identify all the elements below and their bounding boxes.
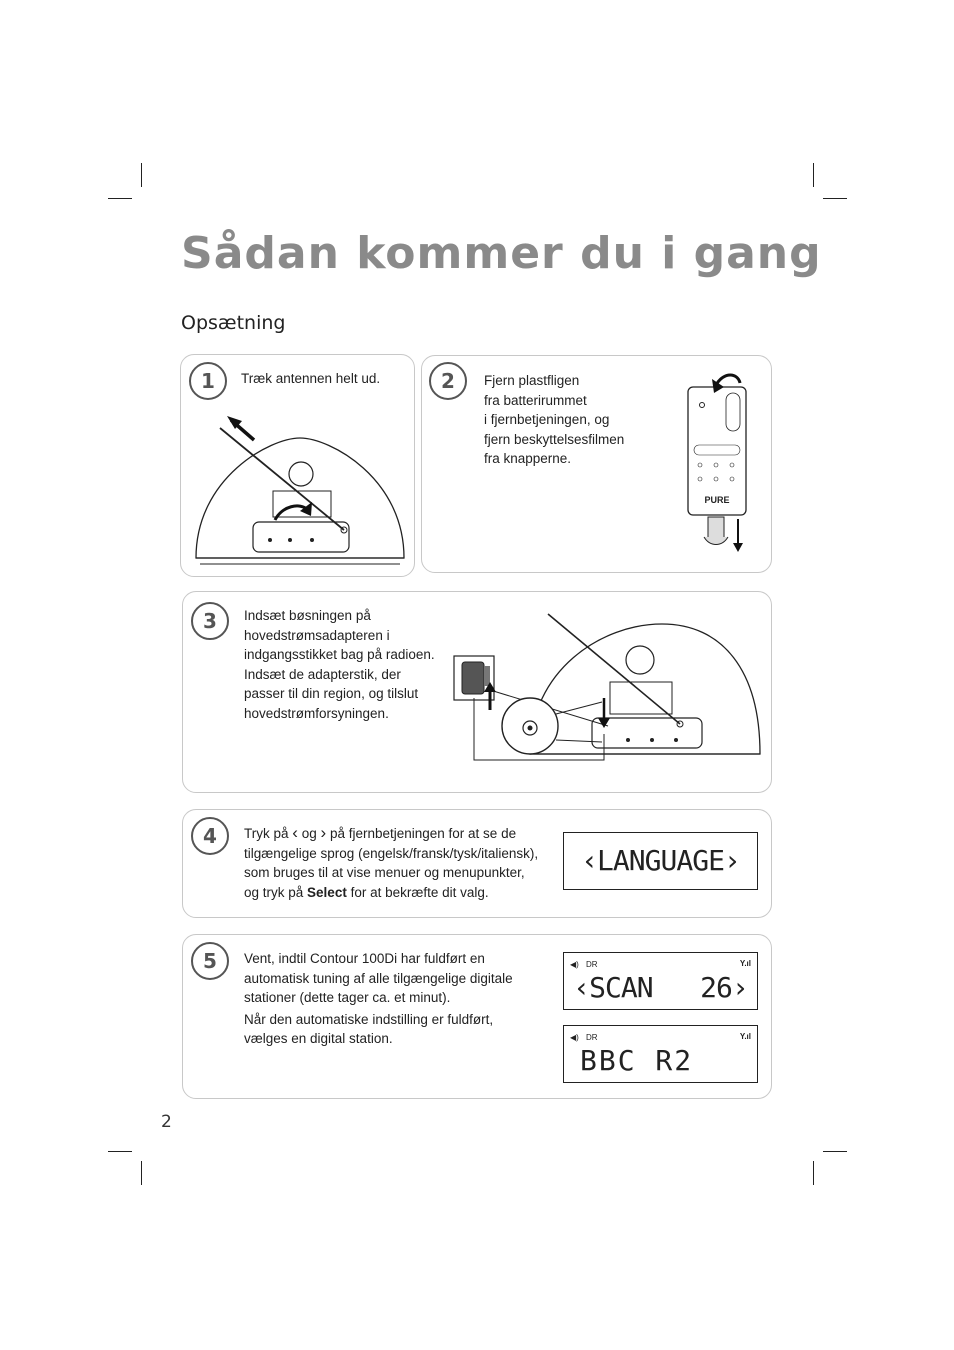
speaker-icon: ◀)	[570, 960, 579, 969]
step-number: 4	[191, 817, 229, 855]
step-5-text: Vent, indtil Contour 100Di har fuldført en automatisk tuning af alle tilgængelige digitale stationer (dette tager ca. et minut). Når den automatiske indstilling er fuldført, vælges en digital station.	[244, 951, 513, 1046]
lcd-display-scan	[563, 952, 758, 1010]
crop-mark	[108, 198, 132, 199]
step-number: 3	[191, 602, 229, 640]
lcd-display-language	[563, 832, 758, 890]
page-number: 2	[161, 1112, 172, 1132]
lcd-text: BBC R2	[580, 1044, 694, 1077]
crop-mark	[813, 1161, 814, 1185]
step-4-text: Tryk på ‹ og › på fjernbetjeningen for at se de tilgængelige sprog (engelsk/fransk/tysk/italiensk), som bruges til at vise menuer og menupunkter, og tryk på Select for at bekræfte dit valg.	[244, 823, 539, 900]
step-3-text: Indsæt bøsningen på hovedstrømsadapteren i indgangsstikket bag på radioen. Indsæt de adapterstik, der passer til din region, og tilslut hovedstrømforsyningen.	[244, 608, 435, 721]
crop-mark	[813, 163, 814, 187]
power-adapter-illustration	[452, 610, 764, 775]
radio-antenna-illustration	[190, 418, 410, 568]
crop-mark	[141, 1161, 142, 1185]
dr-indicator: DR	[586, 1033, 598, 1042]
chevron-right-icon: ›	[320, 823, 327, 842]
step-1-text: Træk antennen helt ud.	[241, 371, 381, 386]
dr-indicator: DR	[586, 960, 598, 969]
chevron-left-icon: ‹	[292, 823, 298, 842]
step-number: 1	[189, 362, 227, 400]
step-2-text: Fjern plastfligen fra batterirummet i fjernbetjeningen, og fjern beskyttelsesfilmen fra knapperne.	[484, 373, 625, 466]
section-heading: Opsætning	[181, 312, 286, 334]
crop-mark	[823, 198, 847, 199]
speaker-icon: ◀)	[570, 1033, 579, 1042]
lcd-text: ‹SCAN 26›	[573, 971, 748, 1004]
page-title: Sådan kommer du i gang	[181, 228, 822, 279]
signal-icon: Y.ıl	[739, 1032, 751, 1041]
remote-brand: PURE	[704, 495, 730, 505]
signal-icon: Y.ıl	[739, 959, 751, 968]
crop-mark	[141, 163, 142, 187]
lcd-display-station	[563, 1025, 758, 1083]
step-number: 2	[429, 362, 467, 400]
remote-control-illustration	[680, 375, 760, 555]
lcd-text: ‹LANGUAGE›	[581, 844, 740, 877]
crop-mark	[108, 1151, 132, 1152]
step-number: 5	[191, 942, 229, 980]
crop-mark	[823, 1151, 847, 1152]
